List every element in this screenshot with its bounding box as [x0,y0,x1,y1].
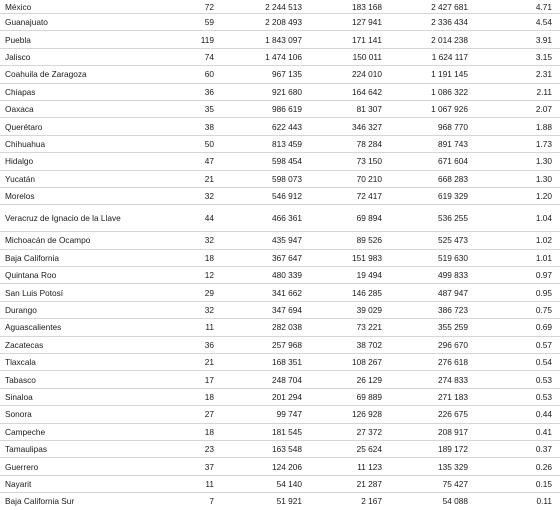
table-row [0,458,560,475]
state-name-cell: Nayarit [0,475,172,492]
table-row [0,14,560,31]
value-cell: 1 067 926 [386,100,472,117]
value-cell: 18 [172,388,218,405]
value-cell: 3.91 [472,31,560,48]
value-cell: 21 [172,354,218,371]
value-cell: 18 [172,423,218,440]
value-cell: 36 [172,83,218,100]
value-cell: 21 287 [306,475,386,492]
value-cell: 78 284 [306,135,386,152]
value-cell: 499 833 [386,267,472,284]
table-row [0,406,560,423]
value-cell: 26 129 [306,371,386,388]
value-cell: 135 329 [386,458,472,475]
value-cell: 622 443 [218,118,306,135]
value-cell: 4.54 [472,14,560,31]
table-row [0,249,560,266]
value-cell: 367 647 [218,249,306,266]
value-cell: 189 172 [386,440,472,457]
value-cell: 0.57 [472,336,560,353]
value-cell: 226 675 [386,406,472,423]
value-cell: 0.44 [472,406,560,423]
value-cell: 276 618 [386,354,472,371]
value-cell: 0.15 [472,475,560,492]
value-cell: 224 010 [306,66,386,83]
value-cell: 1.73 [472,135,560,152]
value-cell: 271 183 [386,388,472,405]
value-cell: 3.15 [472,48,560,65]
value-cell: 546 912 [218,187,306,204]
state-name-cell: Jalisco [0,48,172,65]
table-row [0,83,560,100]
value-cell: 17 [172,371,218,388]
value-cell: 11 [172,319,218,336]
value-cell: 525 473 [386,232,472,249]
value-cell: 150 011 [306,48,386,65]
value-cell: 73 150 [306,153,386,170]
value-cell: 75 427 [386,475,472,492]
state-name-cell: Puebla [0,31,172,48]
table-row [0,301,560,318]
value-cell: 921 680 [218,83,306,100]
value-cell: 54 088 [386,493,472,510]
value-cell: 2 167 [306,493,386,510]
state-name-cell: Tlaxcala [0,354,172,371]
state-name-cell: Hidalgo [0,153,172,170]
table-row [0,153,560,170]
state-name-cell: Veracruz de Ignacio de la Llave [0,205,172,232]
table-row [0,284,560,301]
value-cell: 201 294 [218,388,306,405]
value-cell: 598 073 [218,170,306,187]
table-row [0,205,560,232]
table-row [0,388,560,405]
value-cell: 2.11 [472,83,560,100]
value-cell: 0.53 [472,371,560,388]
value-cell: 50 [172,135,218,152]
value-cell: 0.69 [472,319,560,336]
value-cell: 35 [172,100,218,117]
table-row [0,48,560,65]
value-cell: 127 941 [306,14,386,31]
table-row [0,336,560,353]
table-row [0,170,560,187]
value-cell: 2 208 493 [218,14,306,31]
value-cell: 2 244 513 [265,1,302,12]
value-cell: 2 427 681 [431,1,468,12]
value-cell: 72 417 [306,187,386,204]
state-name-cell: Sonora [0,406,172,423]
state-name-cell: Tamaulipas [0,440,172,457]
value-cell: 1.04 [472,205,560,232]
value-cell: 74 [172,48,218,65]
value-cell: 1.02 [472,232,560,249]
state-name-cell: Tabasco [0,371,172,388]
value-cell: 69 889 [306,388,386,405]
value-cell: 32 [172,232,218,249]
value-cell: 108 267 [306,354,386,371]
value-cell: 0.54 [472,354,560,371]
state-name-cell: Chiapas [0,83,172,100]
value-cell: 1 474 106 [218,48,306,65]
value-cell: 0.11 [472,493,560,510]
value-cell: 32 [172,301,218,318]
table-row [0,319,560,336]
value-cell: 151 983 [306,249,386,266]
value-cell: 19 494 [306,267,386,284]
value-cell: 536 255 [386,205,472,232]
state-name-cell: Chihuahua [0,135,172,152]
value-cell: 59 [172,14,218,31]
value-cell: 47 [172,153,218,170]
value-cell: 27 [172,406,218,423]
value-cell: 296 670 [386,336,472,353]
value-cell: 347 694 [218,301,306,318]
table-row [0,66,560,83]
table-row [0,371,560,388]
table-row [0,31,560,48]
state-name-cell: Morelos [0,187,172,204]
state-name-cell: Guanajuato [0,14,172,31]
value-cell: 168 351 [218,354,306,371]
value-cell: 126 928 [306,406,386,423]
table-row [0,423,560,440]
value-cell: 70 210 [306,170,386,187]
state-name-cell: Oaxaca [0,100,172,117]
table-row [0,187,560,204]
state-name-cell: Coahuila de Zaragoza [0,66,172,83]
value-cell: 2.07 [472,100,560,117]
table-row [0,493,560,510]
value-cell: 4.71 [535,1,552,12]
value-cell: 44 [172,205,218,232]
value-cell: 466 361 [218,205,306,232]
value-cell: 967 135 [218,66,306,83]
value-cell: 54 140 [218,475,306,492]
value-cell: 25 624 [306,440,386,457]
value-cell: 986 619 [218,100,306,117]
value-cell: 60 [172,66,218,83]
value-cell: 23 [172,440,218,457]
value-cell: 0.53 [472,388,560,405]
value-cell: 435 947 [218,232,306,249]
value-cell: 171 141 [306,31,386,48]
state-name-cell: Quintana Roo [0,267,172,284]
value-cell: 69 894 [306,205,386,232]
value-cell: 1 191 145 [386,66,472,83]
value-cell: 1.30 [472,153,560,170]
state-name-cell: Yucatán [0,170,172,187]
table-row [0,118,560,135]
value-cell: 519 630 [386,249,472,266]
value-cell: 1.20 [472,187,560,204]
value-cell: 124 206 [218,458,306,475]
value-cell: 18 [172,249,218,266]
value-cell: 1 624 117 [386,48,472,65]
state-name-cell: Michoacán de Ocampo [0,232,172,249]
table-row [0,354,560,371]
value-cell: 73 221 [306,319,386,336]
state-name-cell: Querétaro [0,118,172,135]
value-cell: 119 [172,31,218,48]
state-name-cell: Aguascalientes [0,319,172,336]
value-cell: 81 307 [306,100,386,117]
state-name-cell: Campeche [0,423,172,440]
value-cell: 668 283 [386,170,472,187]
value-cell: 341 662 [218,284,306,301]
value-cell: 163 548 [218,440,306,457]
value-cell: 208 917 [386,423,472,440]
value-cell: 598 454 [218,153,306,170]
state-name-cell: México [5,1,32,12]
value-cell: 29 [172,284,218,301]
value-cell: 89 526 [306,232,386,249]
state-name-cell: Durango [0,301,172,318]
value-cell: 37 [172,458,218,475]
value-cell: 164 642 [306,83,386,100]
value-cell: 1 843 097 [218,31,306,48]
value-cell: 346 327 [306,118,386,135]
value-cell: 619 329 [386,187,472,204]
table-row [0,100,560,117]
value-cell: 0.97 [472,267,560,284]
value-cell: 671 604 [386,153,472,170]
value-cell: 0.95 [472,284,560,301]
value-cell: 21 [172,170,218,187]
value-cell: 183 168 [352,1,382,12]
value-cell: 99 747 [218,406,306,423]
value-cell: 248 704 [218,371,306,388]
table-row [0,440,560,457]
value-cell: 38 702 [306,336,386,353]
value-cell: 0.75 [472,301,560,318]
value-cell: 1.30 [472,170,560,187]
value-cell: 1 086 322 [386,83,472,100]
value-cell: 813 459 [218,135,306,152]
value-cell: 355 259 [386,319,472,336]
value-cell: 32 [172,187,218,204]
value-cell: 181 545 [218,423,306,440]
value-cell: 257 968 [218,336,306,353]
value-cell: 72 [204,1,214,12]
table-row [0,232,560,249]
value-cell: 27 372 [306,423,386,440]
table-row [0,267,560,284]
value-cell: 11 123 [306,458,386,475]
state-name-cell: Guerrero [0,458,172,475]
value-cell: 0.37 [472,440,560,457]
value-cell: 12 [172,267,218,284]
value-cell: 274 833 [386,371,472,388]
state-name-cell: San Luis Potosí [0,284,172,301]
table-row [0,135,560,152]
value-cell: 2 336 434 [386,14,472,31]
value-cell: 480 339 [218,267,306,284]
state-name-cell: Zacatecas [0,336,172,353]
value-cell: 968 770 [386,118,472,135]
value-cell: 282 038 [218,319,306,336]
value-cell: 386 723 [386,301,472,318]
state-name-cell: Baja California [0,249,172,266]
table-row [0,475,560,492]
value-cell: 146 285 [306,284,386,301]
value-cell: 38 [172,118,218,135]
value-cell: 1.01 [472,249,560,266]
value-cell: 1.88 [472,118,560,135]
value-cell: 0.26 [472,458,560,475]
value-cell: 51 921 [218,493,306,510]
state-name-cell: Baja California Sur [0,493,172,510]
value-cell: 2 014 238 [386,31,472,48]
value-cell: 36 [172,336,218,353]
value-cell: 39 029 [306,301,386,318]
value-cell: 487 947 [386,284,472,301]
value-cell: 891 743 [386,135,472,152]
value-cell: 7 [172,493,218,510]
value-cell: 11 [172,475,218,492]
table-row [0,0,560,14]
value-cell: 2.31 [472,66,560,83]
value-cell: 0.41 [472,423,560,440]
state-name-cell: Sinaloa [0,388,172,405]
